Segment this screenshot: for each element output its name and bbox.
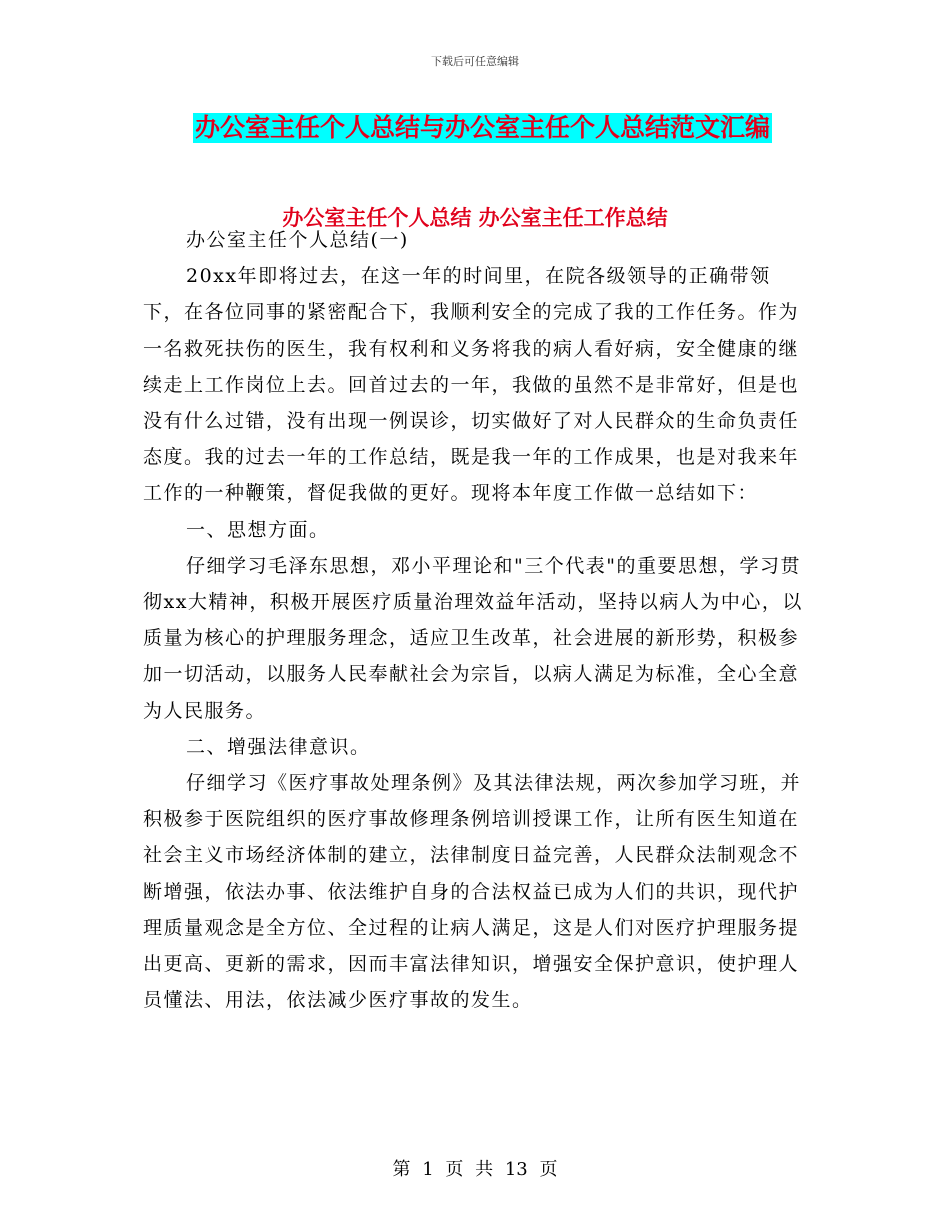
document-body xyxy=(143,222,803,1018)
page-header-note: 下载后可任意编辑 xyxy=(431,55,519,68)
section-heading: 一、思想方面。 xyxy=(186,518,330,541)
body-paragraph: 仔细学习毛泽东思想，邓小平理论和"三个代表"的重要思想，学习贯彻xx大精神，积极开展医疗质量治理效益年活动，坚持以病人为中心，以质量为核心的护理服务理念，适应卫生改革，社会进展的新形势，积极参加一切活动，以服务人民奉献社会为宗旨，以病人满足为标准，全心全意为人民服务。 xyxy=(143,554,803,722)
body-paragraph: 仔细学习《医疗事故处理条例》及其法律法规，两次参加学习班，并积极参于医院组织的医疗事故修理条例培训授课工作，让所有医生知道在社会主义市场经济体制的建立，法律制度日益完善，人民群众法制观念不断增强，依法办事、依法维护自身的合法权益已成为人们的共识，现代护理质量观念是全方位、全过程的让病人满足，这是人们对医疗护理服务提出更高、更新的需求，因而丰富法律知识，增强安全保护意识，使护理人员懂法、用法，依法减少医疗事故的发生。 xyxy=(143,772,802,1012)
page-footer-number: 第 1 页 共 13 页 xyxy=(392,1159,558,1180)
section-heading: 办公室主任个人总结(一) xyxy=(186,229,409,251)
document-title: 办公室主任个人总结与办公室主任个人总结范文汇编 xyxy=(195,113,771,142)
section-heading: 二、增强法律意识。 xyxy=(186,735,371,758)
document-subtitle: 办公室主任个人总结 办公室主任工作总结 xyxy=(282,206,668,230)
body-paragraph: 20xx年即将过去，在这一年的时间里，在院各级领导的正确带领下，在各位同事的紧密配合下，我顺利安全的完成了我的工作任务。作为一名救死扶伤的医生，我有权利和义务将我的病人看好病，安全健康的继续走上工作岗位上去。回首过去的一年，我做的虽然不是非常好，但是也没有什么过错，没有出现一例误诊，切实做好了对人民群众的生命负责任态度。我的过去一年的工作总结，既是我一年的工作成果，也是对我来年工作的一种鞭策，督促我做的更好。现将本年度工作做一总结如下： xyxy=(143,265,800,505)
